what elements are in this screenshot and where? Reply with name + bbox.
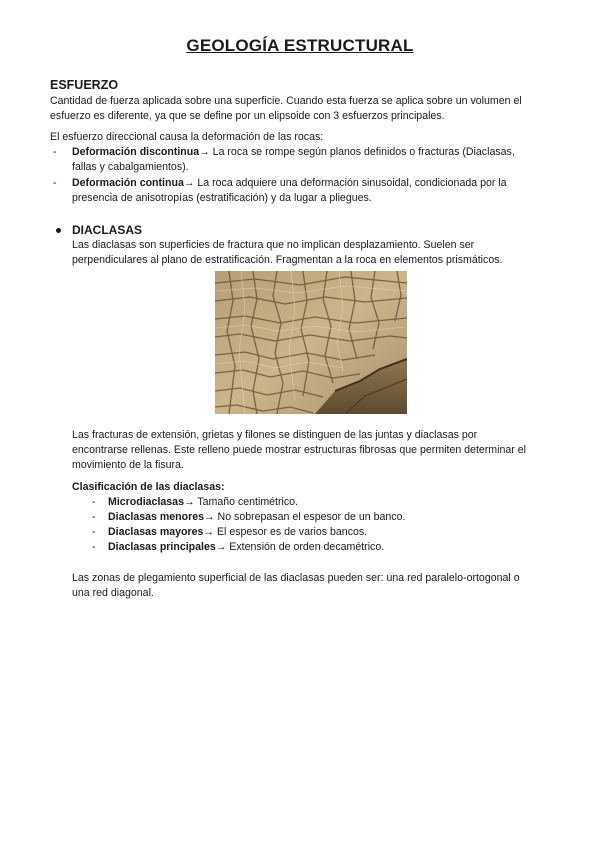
zonas-line1: Las zonas de plegamiento superficial de las diaclasas pueden ser: una red paralelo-ortogonal o xyxy=(72,572,520,584)
arrow: → xyxy=(199,146,210,158)
diaclasas-fill-line3: movimiento de la fisura. xyxy=(72,459,184,471)
zonas-line2: una red diagonal. xyxy=(72,587,154,599)
term: Deformación continua xyxy=(72,177,184,189)
page-title: GEOLOGÍA ESTRUCTURAL xyxy=(186,36,414,55)
desc: La roca adquiere una deformación sinusoidal, condicionada por la xyxy=(194,177,507,189)
list-dash: - xyxy=(92,511,96,523)
desc: No sobrepasan el espesor de un banco. xyxy=(214,511,406,523)
class-item-menores xyxy=(108,510,405,525)
class-item-microdiaclasas xyxy=(108,495,298,510)
term: Microdiaclasas xyxy=(108,496,184,508)
rock-fracture-photo xyxy=(215,271,407,414)
diaclasas-desc-line1: Las diaclasas son superficies de fractura que no implican desplazamiento. Suelen ser xyxy=(72,239,475,251)
desc: Tamaño centimétrico. xyxy=(194,496,298,508)
esfuerzo-intro-line1: Cantidad de fuerza aplicada sobre una superficie. Cuando esta fuerza se aplica sobre un volumen el xyxy=(50,95,522,107)
class-item-principales xyxy=(108,540,384,555)
arrow: → xyxy=(183,177,195,189)
list-dash: - xyxy=(92,496,96,508)
term: Diaclasas menores xyxy=(108,511,204,523)
term: Deformación discontinua xyxy=(72,146,200,158)
list-dash: - xyxy=(53,177,57,189)
section-heading-diaclasas: DIACLASAS xyxy=(72,223,143,237)
term: Diaclasas mayores xyxy=(108,526,204,538)
desc: Extensión de orden decamétrico. xyxy=(226,541,385,553)
diaclasas-desc-line2: perpendiculares al plano de estratificación. Fragmentan a la roca en elementos prismáticos. xyxy=(72,254,503,266)
diaclasas-fill-line2: encontrarse rellenas. Este relleno puede mostrar estructuras fibrosas que permiten determinar el xyxy=(72,444,526,456)
arrow: → xyxy=(203,526,215,538)
list-item-deformacion-discontinua xyxy=(72,145,515,160)
list-item-deformacion-continua xyxy=(72,176,507,191)
list-dash: - xyxy=(53,146,57,158)
desc: El espesor es de varios bancos. xyxy=(214,526,368,538)
list-item-continuation: presencia de anisotropías (estratificación) y da lugar a pliegues. xyxy=(72,192,372,204)
list-dash: - xyxy=(92,541,96,553)
diaclasas-fill-line1: Las fracturas de extensión, grietas y filones se distinguen de las juntas y diaclasas por xyxy=(72,429,478,441)
bullet-icon xyxy=(56,228,61,233)
esfuerzo-intro-line2: esfuerzo es diferente, ya que se define por un elipsoide con 3 esfuerzos principales. xyxy=(50,110,445,122)
arrow: → xyxy=(183,496,195,508)
classification-heading: Clasificación de las diaclasas: xyxy=(72,481,225,493)
section-heading-esfuerzo: ESFUERZO xyxy=(50,78,119,92)
term: Diaclasas principales xyxy=(108,541,216,553)
arrow: → xyxy=(215,541,227,553)
arrow: → xyxy=(204,511,215,523)
desc: La roca se rompe según planos definidos o fracturas (Diaclasas, xyxy=(209,146,515,158)
list-item-continuation: fallas y cabalgamientos). xyxy=(72,161,189,173)
esfuerzo-direccional: El esfuerzo direccional causa la deformación de las rocas: xyxy=(50,131,324,143)
class-item-mayores xyxy=(108,525,367,540)
list-dash: - xyxy=(92,526,96,538)
